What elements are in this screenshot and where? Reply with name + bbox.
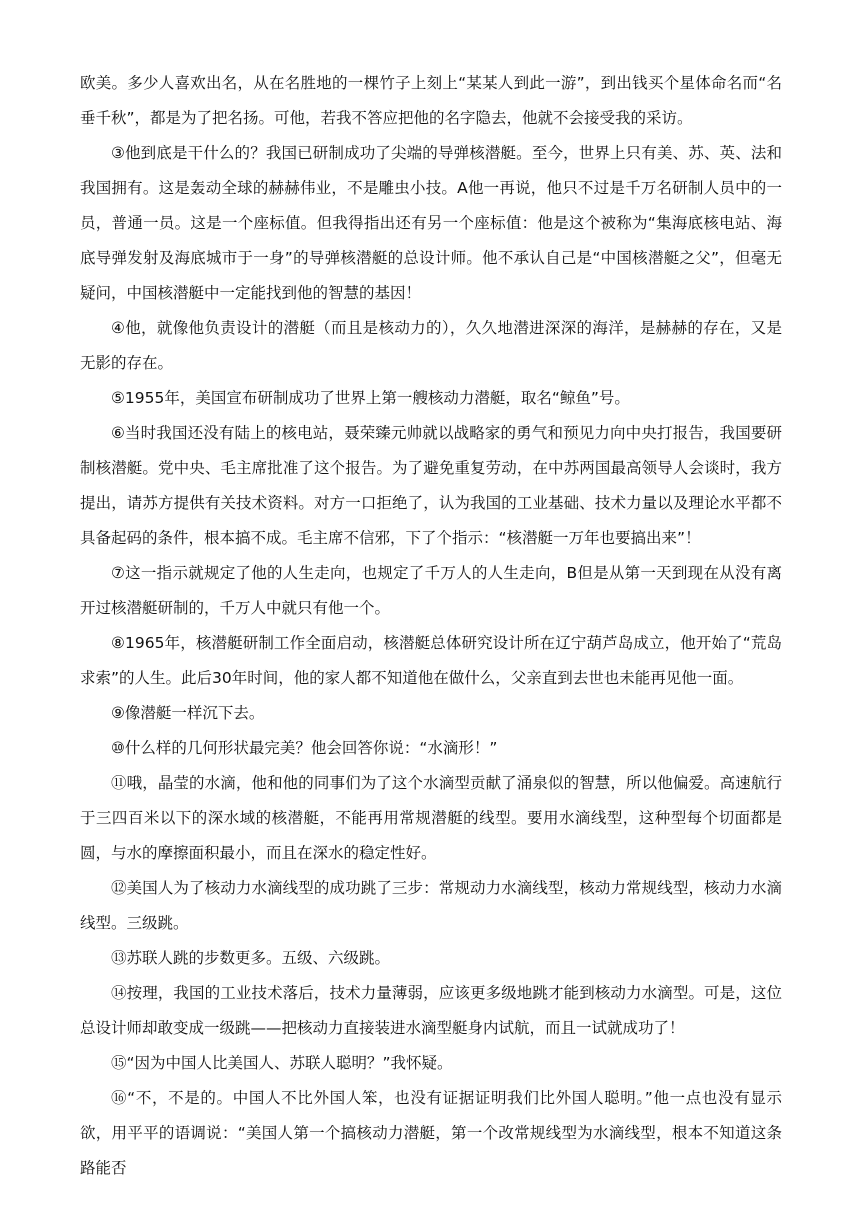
paragraph-13: ⑬苏联人跳的步数更多。五级、六级跳。 (111, 949, 391, 967)
paragraph-6: ⑥当时我国还没有陆上的核电站，聂荣臻元帅就以战略家的勇气和预见力向中央打报告，我国要研制核潜艇。党中央、毛主席批准了这个报告。为了避免重复劳动，在中苏两国最高领导人会谈时，我方提出，请苏方提供有关技术资料。对方一口拒绝了，认为我国的工业基础、技术力量以及理论水平都不具备起码的条件，根本搞不成。毛主席不信邪，下了个指示：“核潜艇一万年也要搞出来”！ (80, 424, 782, 547)
paragraph-15: ⑮“因为中国人比美国人、苏联人聪明？”我怀疑。 (111, 1054, 453, 1072)
paragraph-4: ④他，就像他负责设计的潜艇（而且是核动力的），久久地潜进深深的海洋，是赫赫的存在，又是无影的存在。 (80, 319, 782, 372)
paragraph-continued: 欧美。多少人喜欢出名，从在名胜地的一棵竹子上刻上“某某人到此一游”，到出钱买个星体命名而“名垂千秋”，都是为了把名扬。可他，若我不答应把他的名字隐去，他就不会接受我的采访。 (80, 74, 782, 127)
paragraph-14: ⑭按理，我国的工业技术落后，技术力量薄弱，应该更多级地跳才能到核动力水滴型。可是，这位总设计师却敢变成一级跳——把核动力直接装进水滴型艇身内试航，而且一试就成功了！ (80, 984, 782, 1037)
paragraph-12: ⑫美国人为了核动力水滴线型的成功跳了三步：常规动力水滴线型，核动力常规线型，核动力水滴线型。三级跳。 (80, 879, 782, 932)
paragraph-7: ⑦这一指示就规定了他的人生走向，也规定了千万人的人生走向，B但是从第一天到现在从没有离开过核潜艇研制的，千万人中就只有他一个。 (80, 564, 782, 617)
paragraph-8: ⑧1965年，核潜艇研制工作全面启动，核潜艇总体研究设计所在辽宁葫芦岛成立，他开始了“荒岛求索”的人生。此后30年时间，他的家人都不知道他在做什么，父亲直到去世也未能再见他一面。 (80, 634, 782, 687)
paragraph-5: ⑤1955年，美国宣布研制成功了世界上第一艘核动力潜艇，取名“鲸鱼”号。 (111, 389, 630, 407)
paragraph-3: ③他到底是干什么的？我国已研制成功了尖端的导弹核潜艇。至今，世界上只有美、苏、英、法和我国拥有。这是轰动全球的赫赫伟业，不是雕虫小技。A他一再说，他只不过是千万名研制人员中的一员，普通一员。这是一个座标值。但我得指出还有另一个座标值：他是这个被称为“集海底核电站、海底导弹发射及海底城市于一身”的导弹核潜艇的总设计师。他不承认自己是“中国核潜艇之父”，但毫无疑问，中国核潜艇中一定能找到他的智慧的基因！ (80, 144, 782, 302)
paragraph-11: ⑪哦，晶莹的水滴，他和他的同事们为了这个水滴型贡献了涌泉似的智慧，所以他偏爱。高速航行于三四百米以下的深水域的核潜艇，不能再用常规潜艇的线型。要用水滴线型，这种型每个切面都是圆，与水的摩擦面积最小，而且在深水的稳定性好。 (80, 774, 782, 862)
paragraph-16: ⑯“不，不是的。中国人不比外国人笨，也没有证据证明我们比外国人聪明。”他一点也没有显示欲，用平平的语调说：“美国人第一个搞核动力潜艇，第一个改常规线型为水滴线型，根本不知道这条路能否 (80, 1089, 782, 1177)
paragraph-9: ⑨像潜艇一样沉下去。 (111, 704, 265, 722)
document-page (80, 66, 782, 1186)
paragraph-10: ⑩什么样的几何形状最完美？他会回答你说：“水滴形！” (111, 739, 498, 757)
